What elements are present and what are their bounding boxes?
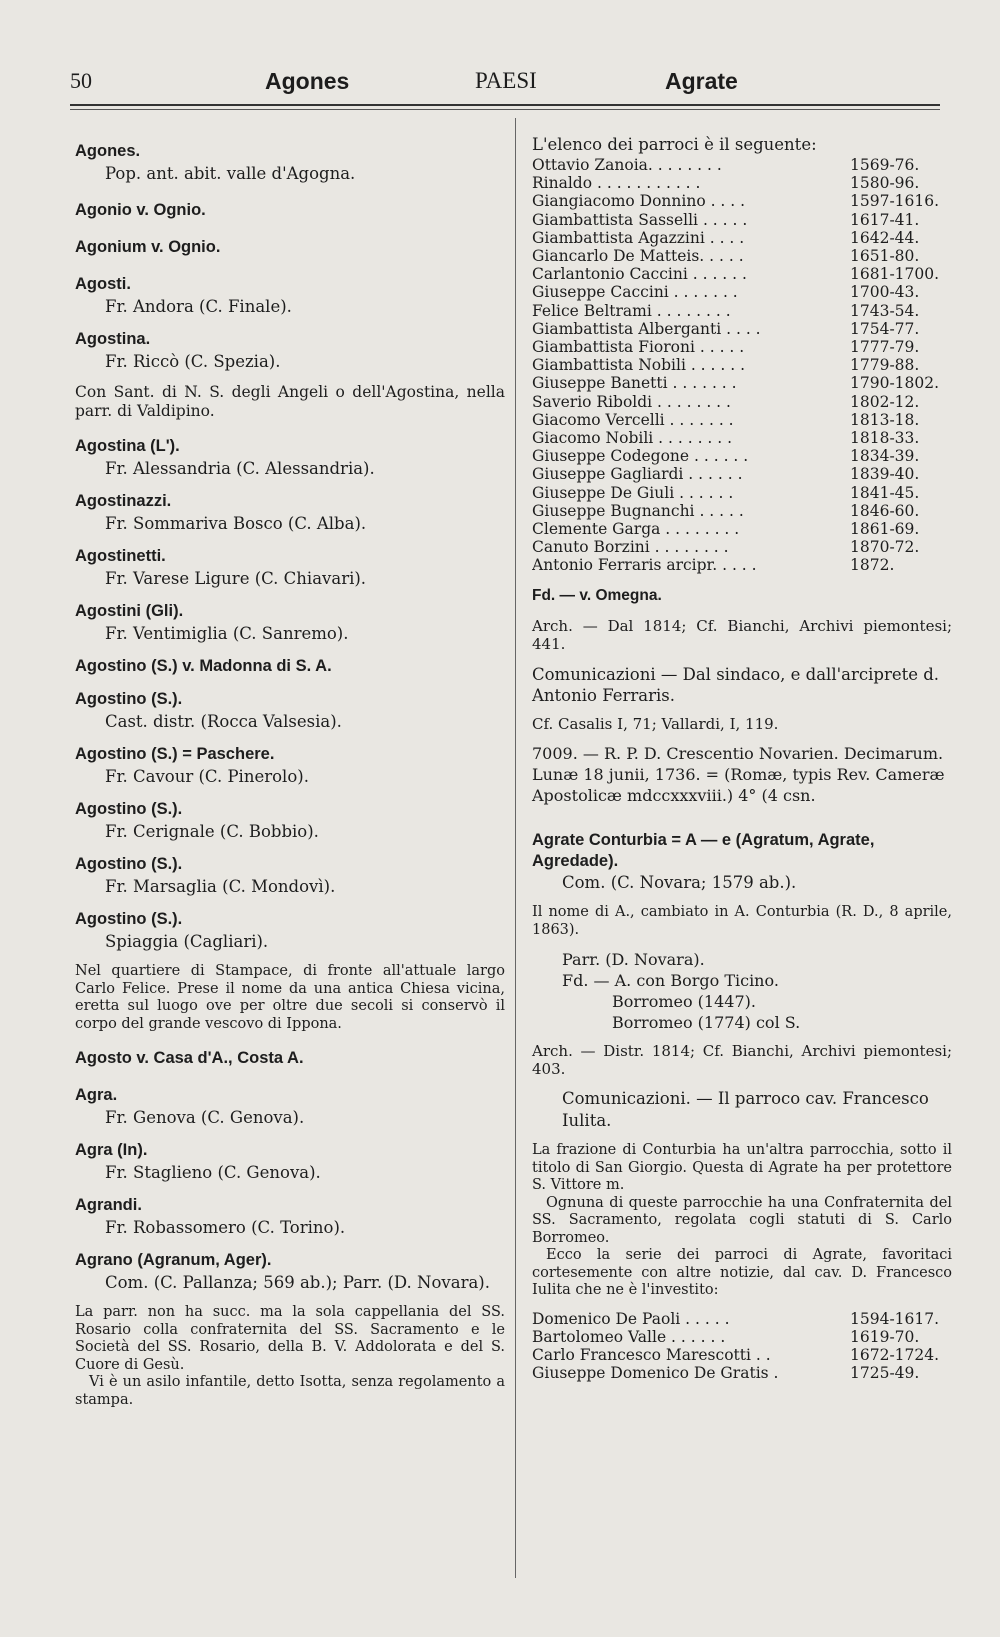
parroco-dates: 1642-44. xyxy=(850,228,920,247)
parroco-name: Antonio Ferraris arcipr. . . . . xyxy=(532,556,757,575)
cf-line: Cf. Casalis I, 71; Vallardi, I, 119. xyxy=(532,714,779,733)
entry-line: Fr. Andora (C. Finale). xyxy=(105,297,292,316)
entry-headword: Agostino (S.). xyxy=(75,690,183,708)
parroco-row xyxy=(532,229,942,247)
parroco-name: Clemente Garga . . . . . . . . xyxy=(532,520,740,539)
parroco-dates: 1839-40. xyxy=(850,465,920,484)
arch-line: Arch. — Dal 1814; Cf. Bianchi, Archivi piemontesi; 441. xyxy=(532,616,952,654)
parroci-list xyxy=(532,156,942,575)
entry-note: Nel quartiere di Stampace, di fronte all'attuale largo Carlo Felice. Prese il nome da una antica Chiesa vicina, eretta sul luogo ove per oltre due secoli si conservò il corpo del grande vescovo di Ippona. xyxy=(75,963,505,1032)
parroco-dates: 1818-33. xyxy=(850,429,920,448)
parroco-dates: 1813-18. xyxy=(850,410,920,429)
parroco-dates: 1619-70. xyxy=(850,1327,920,1346)
entry-note: La parr. non ha succ. ma la sola cappellania del SS. Rosario colla confraternita del SS. Sacramento e le Società del SS. Rosario, della B. V. Addolorata e del S. Cuore di Gesù. xyxy=(75,1304,505,1373)
parroco-name: Canuto Borzini . . . . . . . . xyxy=(532,538,729,557)
parroco-name: Giuseppe De Giuli . . . . . . xyxy=(532,483,734,502)
parroco-name: Giambattista Agazzini . . . . xyxy=(532,228,745,247)
entry-line: Com. (C. Pallanza; 569 ab.); Parr. (D. Novara). xyxy=(105,1273,490,1292)
parroco-name: Ottavio Zanoia. . . . . . . . xyxy=(532,156,722,174)
arch-line: Arch. — Distr. 1814; Cf. Bianchi, Archivi piemontesi; 403. xyxy=(532,1042,952,1078)
parroco-dates: 1841-45. xyxy=(850,483,920,502)
parroco-dates: 1725-49. xyxy=(850,1364,920,1383)
parroco-row xyxy=(532,320,942,338)
parroco-row xyxy=(532,465,942,483)
parroco-name: Saverio Riboldi . . . . . . . . xyxy=(532,392,731,411)
parroco-name: Giuseppe Bugnanchi . . . . . xyxy=(532,501,744,520)
parroco-name: Giancarlo De Matteis. . . . . xyxy=(532,247,744,266)
parroco-dates: 1617-41. xyxy=(850,210,920,229)
parroco-row xyxy=(532,192,942,210)
parroco-row xyxy=(532,283,942,301)
entry-line: Fr. Riccò (C. Spezia). xyxy=(105,352,281,371)
parroco-name: Felice Beltrami . . . . . . . . xyxy=(532,301,731,320)
parroco-row xyxy=(532,265,942,283)
parroco-row xyxy=(532,302,942,320)
page-number: 50 xyxy=(70,68,92,93)
entry-line: Fd. — A. con Borgo Ticino. xyxy=(562,971,779,991)
entry-line: Borromeo (1447). xyxy=(612,992,756,1012)
entry-headword: Agra. xyxy=(75,1086,118,1104)
parroco-row xyxy=(532,1310,942,1328)
parroco-dates: 1779-88. xyxy=(850,356,920,375)
parroco-row xyxy=(532,502,942,520)
parroco-name: Giambattista Nobili . . . . . . xyxy=(532,356,746,375)
parroco-row xyxy=(532,411,942,429)
entry-line: Spiaggia (Cagliari). xyxy=(105,932,269,951)
entry-headword: Agostino (S.) = Paschere. xyxy=(75,745,275,763)
parroco-dates: 1834-39. xyxy=(850,447,920,466)
parroco-dates: 1754-77. xyxy=(850,319,920,338)
parroco-row xyxy=(532,447,942,465)
parroco-row xyxy=(532,1346,942,1364)
entry-note: Il nome di A., cambiato in A. Conturbia (R. D., 8 aprile, 1863). xyxy=(532,904,952,938)
entry-note: Vi è un asilo infantile, detto Isotta, senza regolamento a stampa. xyxy=(75,1374,505,1408)
parroco-dates: 1802-12. xyxy=(850,392,920,411)
ref-7009: 7009. — R. P. D. Crescentio Novarien. Decimarum. Lunæ 18 junii, 1736. = (Romæ, typis Rev. Cameræ Apostolicæ mdccxxxviii.) 4° (4 csn. xyxy=(532,744,945,806)
parroco-row xyxy=(532,338,942,356)
fd-line: Fd. — v. Omegna. xyxy=(532,586,662,604)
parroco-dates: 1846-60. xyxy=(850,501,920,520)
entry-headword: Agostina (L'). xyxy=(75,437,180,455)
entry-note: Ecco la serie dei parroci di Agrate, favoritaci cortesemente con altre notizie, dal cav. D. Francesco Iulita che ne è l'investito: xyxy=(532,1247,952,1299)
parroco-name: Giuseppe Caccini . . . . . . . xyxy=(532,283,738,302)
entry-headword: Agra (In). xyxy=(75,1141,148,1159)
parroco-dates: 1672-1724. xyxy=(850,1346,940,1365)
header-rule-thin xyxy=(70,109,940,110)
header-center-word: PAESI xyxy=(475,68,537,93)
parroco-row xyxy=(532,538,942,556)
parroci-list-agrate xyxy=(532,1310,942,1383)
entry-line: Fr. Marsaglia (C. Mondovì). xyxy=(105,877,336,896)
entry-line: Fr. Varese Ligure (C. Chiavari). xyxy=(105,569,367,588)
entry-line: Parr. (D. Novara). xyxy=(562,950,705,970)
entry-headword: Agostino (S.). xyxy=(75,855,183,873)
parroco-row xyxy=(532,429,942,447)
parroco-dates: 1790-1802. xyxy=(850,374,940,393)
parroco-name: Giuseppe Gagliardi . . . . . . xyxy=(532,465,743,484)
header-left-word: Agones xyxy=(265,68,350,94)
parroco-dates: 1870-72. xyxy=(850,538,920,557)
entry-headword: Agostino (S.). xyxy=(75,910,183,928)
parroco-dates: 1872. xyxy=(850,556,895,575)
parroco-row xyxy=(532,393,942,411)
parroco-row xyxy=(532,247,942,265)
entry-line: Fr. Staglieno (C. Genova). xyxy=(105,1163,321,1182)
parroco-name: Carlo Francesco Marescotti . . xyxy=(532,1346,771,1365)
entry-headword: Agonium v. Ognio. xyxy=(75,238,221,256)
entry-line: Borromeo (1774) col S. xyxy=(612,1013,801,1033)
parroci-intro: L'elenco dei parroci è il seguente: xyxy=(532,135,817,154)
entry-line: Fr. Sommariva Bosco (C. Alba). xyxy=(105,514,367,533)
entry-note: Ognuna di queste parrocchie ha una Confraternita del SS. Sacramento, regolata cogli statuti di S. Carlo Borromeo. xyxy=(532,1194,952,1246)
entry-line: Fr. Robassomero (C. Torino). xyxy=(105,1218,346,1237)
parroco-name: Giacomo Vercelli . . . . . . . xyxy=(532,410,734,429)
entry-headword: Agostini (Gli). xyxy=(75,602,184,620)
parroco-row xyxy=(532,356,942,374)
entry-line: Cast. distr. (Rocca Valsesia). xyxy=(105,712,342,731)
entry-line: Pop. ant. abit. valle d'Agogna. xyxy=(105,164,356,183)
comunicazioni-line: Comunicazioni. — Il parroco cav. Francesco Iulita. xyxy=(562,1089,929,1131)
entry-headword: Agrandi. xyxy=(75,1196,142,1214)
entry-note: Con Sant. di N. S. degli Angeli o dell'Agostina, nella parr. di Valdipino. xyxy=(75,383,505,420)
parroco-dates: 1700-43. xyxy=(850,283,920,302)
parroco-name: Bartolomeo Valle . . . . . . xyxy=(532,1327,726,1346)
entry-headword: Agostino (S.). xyxy=(75,800,183,818)
parroco-row xyxy=(532,374,942,392)
entry-headword: Agostina. xyxy=(75,330,151,348)
parroco-name: Giuseppe Domenico De Gratis . xyxy=(532,1364,779,1383)
parroco-row xyxy=(532,1364,942,1382)
parroco-dates: 1597-1616. xyxy=(850,192,940,211)
parroco-name: Giuseppe Codegone . . . . . . xyxy=(532,447,749,466)
left-column xyxy=(75,140,505,1409)
entry-line: Com. (C. Novara; 1579 ab.). xyxy=(562,873,797,893)
parroco-row xyxy=(532,556,942,574)
entry-headword: Agrano (Agranum, Ager). xyxy=(75,1251,272,1269)
parroco-row xyxy=(532,174,942,192)
header-rule xyxy=(70,104,940,106)
parroco-name: Rinaldo . . . . . . . . . . . xyxy=(532,174,701,193)
entry-headword: Agostinetti. xyxy=(75,547,166,565)
column-divider xyxy=(515,118,516,1578)
entry-headword: Agrate Conturbia = A — e (Agratum, Agrate, Agredade). xyxy=(532,831,875,871)
parroco-dates: 1777-79. xyxy=(850,338,920,357)
parroco-dates: 1580-96. xyxy=(850,174,920,193)
entry-headword: Agostinazzi. xyxy=(75,492,172,510)
parroco-name: Giambattista Alberganti . . . . xyxy=(532,319,761,338)
entry-note: La frazione di Conturbia ha un'altra parrocchia, sotto il titolo di San Giorgio. Questa di Agrate ha per protettore S. Vittore m. xyxy=(532,1142,952,1194)
parroco-dates: 1681-1700. xyxy=(850,265,940,284)
parroco-name: Giacomo Nobili . . . . . . . . xyxy=(532,429,733,448)
header-right-word: Agrate xyxy=(665,68,738,94)
parroco-name: Domenico De Paoli . . . . . xyxy=(532,1309,730,1328)
parroco-name: Giambattista Fioroni . . . . . xyxy=(532,338,745,357)
parroco-row xyxy=(532,156,942,174)
parroco-row xyxy=(532,520,942,538)
parroco-name: Carlantonio Caccini . . . . . . xyxy=(532,265,747,284)
entry-headword: Agones. xyxy=(75,142,141,160)
parroco-row xyxy=(532,1328,942,1346)
entry-headword: Agonio v. Ognio. xyxy=(75,201,206,219)
entry-headword: Agostino (S.) v. Madonna di S. A. xyxy=(75,657,332,675)
parroco-dates: 1569-76. xyxy=(850,156,920,174)
entry-line: Fr. Ventimiglia (C. Sanremo). xyxy=(105,624,349,643)
parroco-dates: 1594-1617. xyxy=(850,1309,940,1328)
entry-line: Fr. Genova (C. Genova). xyxy=(105,1108,305,1127)
parroco-dates: 1651-80. xyxy=(850,247,920,266)
entry-headword: Agosti. xyxy=(75,275,131,293)
running-header xyxy=(0,68,1000,108)
parroco-dates: 1861-69. xyxy=(850,520,920,539)
parroco-name: Giambattista Sasselli . . . . . xyxy=(532,210,748,229)
parroco-name: Giuseppe Banetti . . . . . . . xyxy=(532,374,737,393)
entry-line: Fr. Alessandria (C. Alessandria). xyxy=(105,459,375,478)
parroco-row xyxy=(532,211,942,229)
comunicazioni-line: Comunicazioni — Dal sindaco, e dall'arciprete d. Antonio Ferraris. xyxy=(532,664,940,705)
parroco-dates: 1743-54. xyxy=(850,301,920,320)
parroco-name: Giangiacomo Donnino . . . . xyxy=(532,192,746,211)
entry-headword: Agosto v. Casa d'A., Costa A. xyxy=(75,1049,304,1067)
right-column xyxy=(532,134,952,1382)
parroco-row xyxy=(532,484,942,502)
entry-line: Fr. Cavour (C. Pinerolo). xyxy=(105,767,309,786)
entry-line: Fr. Cerignale (C. Bobbio). xyxy=(105,822,319,841)
